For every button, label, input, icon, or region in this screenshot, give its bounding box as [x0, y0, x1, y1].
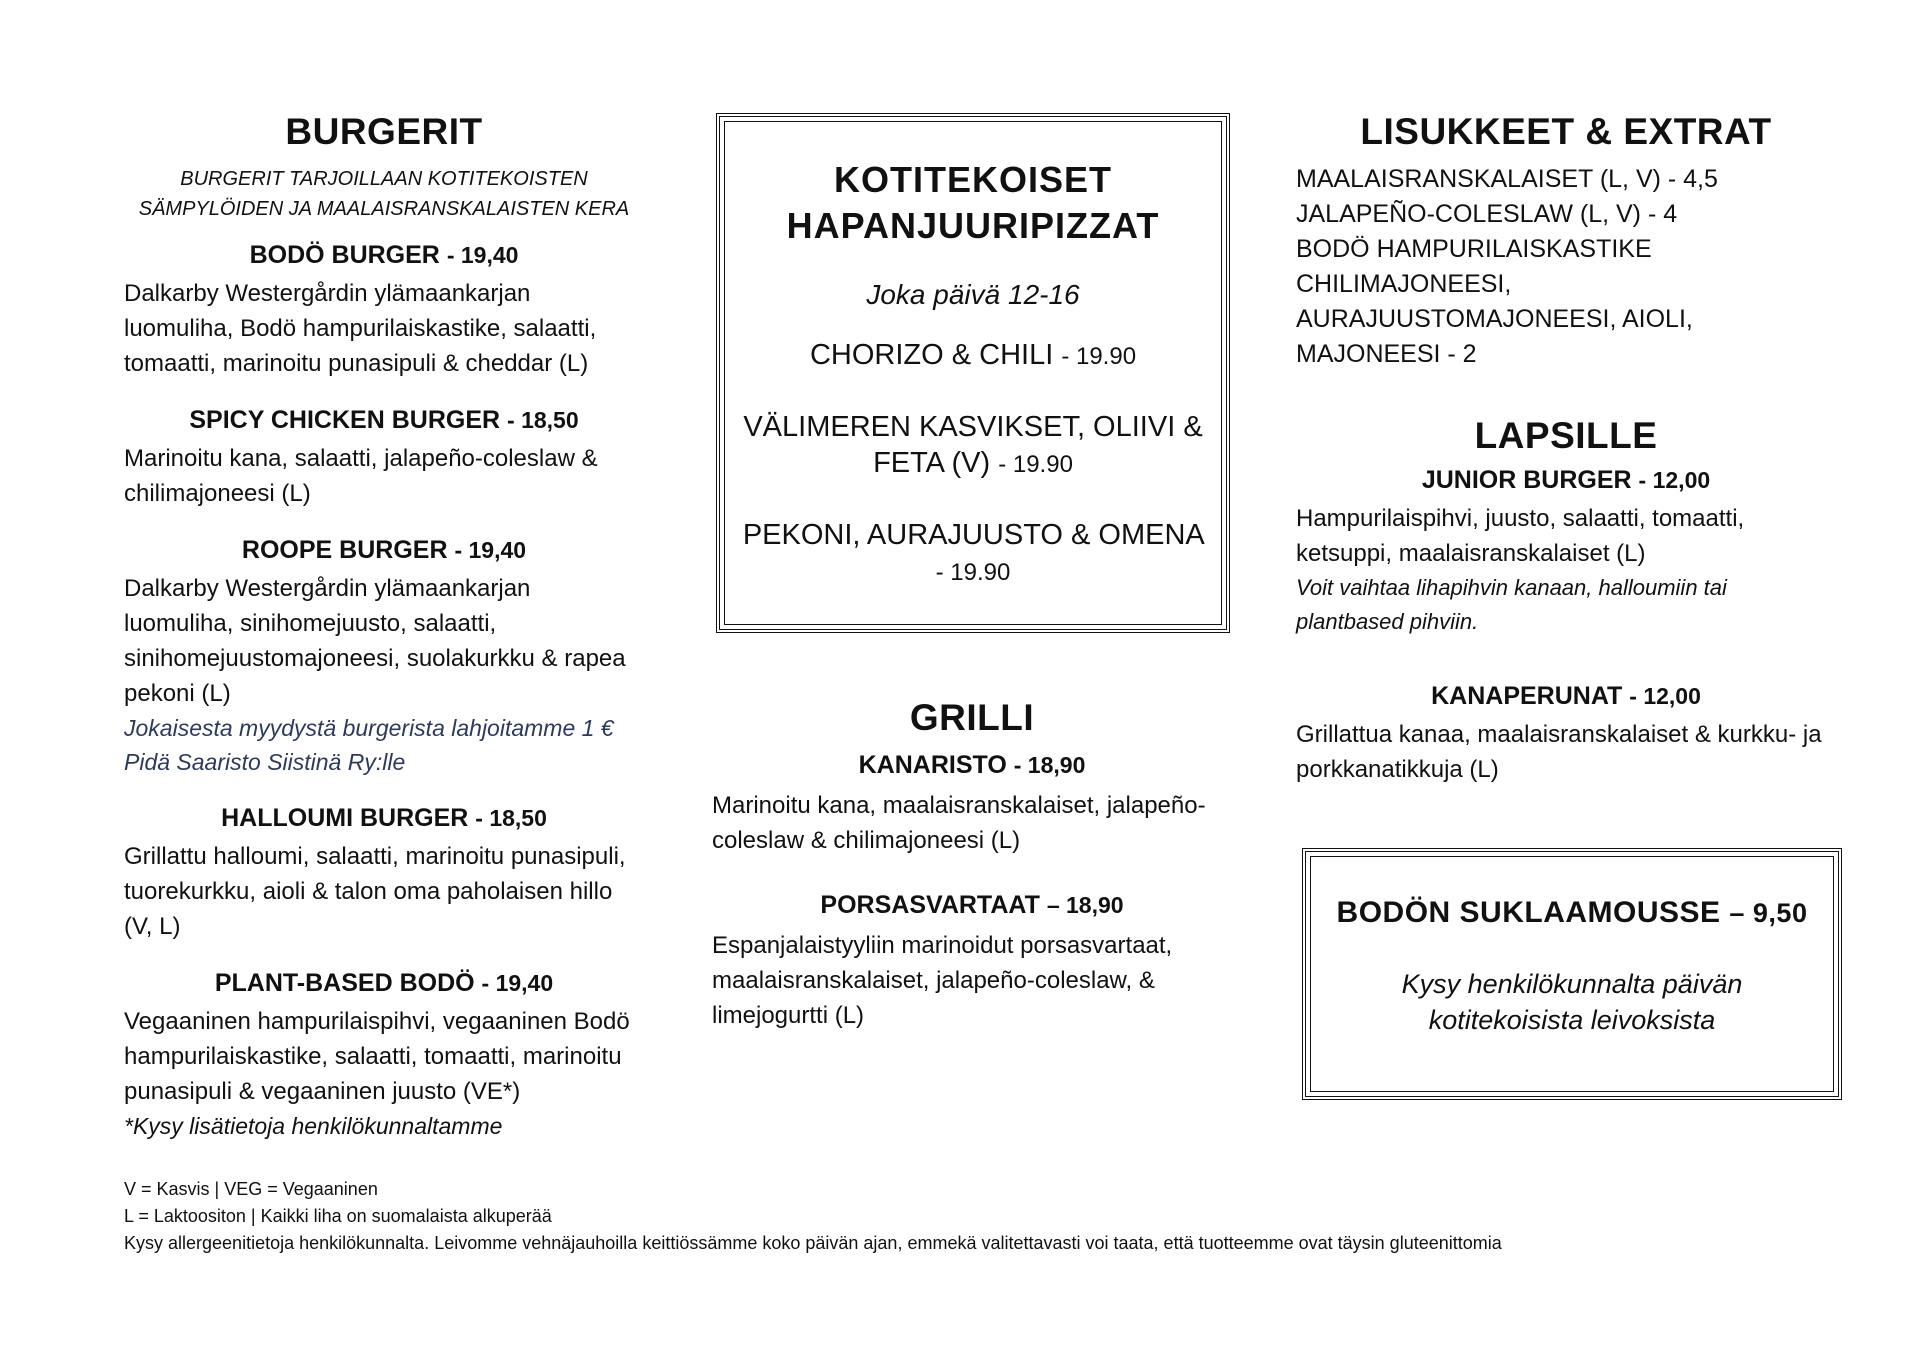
- item-title: [712, 888, 1232, 922]
- burgerit-title: BURGERIT: [285, 111, 483, 152]
- item-price: - 18,50: [507, 407, 579, 434]
- menu-item-kanaperunat: [1296, 679, 1836, 787]
- pizza-title-line2: HAPANJUURIPIZZAT: [786, 205, 1160, 246]
- pizza-price: - 19.90: [998, 451, 1073, 478]
- pizza-name: CHORIZO & CHILI: [809, 339, 1054, 371]
- right-column: [1296, 110, 1836, 809]
- dessert-price: – 9,50: [1729, 898, 1808, 928]
- item-name: BODÖ BURGER: [249, 241, 440, 270]
- pizza-item-valimeren: [740, 409, 1206, 483]
- item-price: - 18,50: [475, 805, 547, 832]
- pizza-hours: Joka päivä 12-16: [866, 279, 1080, 310]
- item-name: ROOPE BURGER: [241, 536, 448, 565]
- menu-item-spicy-chicken-burger: [124, 403, 644, 511]
- item-title: [124, 801, 644, 835]
- item-name: HALLOUMI BURGER: [221, 804, 469, 833]
- swap-note: Voit vaihtaa lihapihvin kanaan, halloumiin tai plantbased pihviin.: [1296, 574, 1727, 634]
- item-name: PLANT-BASED BODÖ: [214, 969, 475, 998]
- item-name: KANAPERUNAT: [1431, 681, 1623, 710]
- lisukkeet-line: JALAPEÑO-COLESLAW (L, V) - 4: [1296, 200, 1678, 229]
- item-title: [124, 533, 644, 567]
- item-name: PORSASVARTAAT: [820, 891, 1040, 920]
- item-name: KANARISTO: [858, 751, 1007, 780]
- lisukkeet-title: LISUKKEET & EXTRAT: [1360, 111, 1772, 152]
- item-title: [124, 966, 644, 1000]
- pizza-title-line1: KOTITEKOISET: [833, 159, 1112, 200]
- lisukkeet-line: CHILIMAJONEESI,: [1296, 270, 1512, 299]
- dessert-note: Kysy henkilökunnalta päivän kotitekoisista leivoksista: [1401, 969, 1743, 1035]
- lisukkeet-line: AURAJUUSTOMAJONEESI, AIOLI,: [1296, 305, 1693, 334]
- item-title: [1296, 463, 1836, 497]
- item-title: [1296, 679, 1836, 713]
- item-price: - 12,00: [1638, 466, 1711, 493]
- charity-note: Jokaisesta myydystä burgerista lahjoitamme 1 € Pidä Saaristo Siistinä Ry:lle: [124, 715, 614, 776]
- item-description: Espanjalaistyyliin marinoidut porsasvartaat, maalaisranskalaiset, jalapeño-coleslaw, & limejogurtti (L): [712, 932, 1173, 1030]
- item-price: - 12,00: [1629, 682, 1701, 709]
- lisukkeet-line: MAALAISRANSKALAISET (L, V) - 4,5: [1296, 165, 1718, 194]
- footer-line2: L = Laktoositon | Kaikki liha on suomalaista alkuperää: [124, 1206, 552, 1226]
- lisukkeet-line: BODÖ HAMPURILAISKASTIKE: [1296, 235, 1652, 264]
- menu-item-roope-burger: [124, 533, 644, 779]
- pizza-price: - 19.90: [1061, 343, 1137, 370]
- item-description: Vegaaninen hampurilaispihvi, vegaaninen Bodö hampurilaiskastike, salaatti, tomaatti, marinoitu punasipuli & vegaaninen juusto (VE*): [124, 1008, 630, 1106]
- item-price: - 19,40: [454, 537, 527, 564]
- menu-item-junior-burger: [1296, 463, 1836, 639]
- grilli-title: GRILLI: [909, 697, 1035, 738]
- vegan-note: *Kysy lisätietoja henkilökunnaltamme: [124, 1113, 503, 1140]
- menu-item-kanaristo: [712, 748, 1232, 858]
- item-price: - 19,40: [446, 242, 519, 269]
- footer-line1: V = Kasvis | VEG = Vegaaninen: [124, 1179, 378, 1199]
- item-description: Grillattu halloumi, salaatti, marinoitu punasipuli, tuorekurkku, aioli & talon oma paholaisen hillo (V, L): [124, 843, 626, 941]
- pizza-item-chorizo: [740, 337, 1206, 375]
- footer-legend: [124, 1176, 1824, 1257]
- item-name: JUNIOR BURGER: [1421, 465, 1632, 494]
- menu-item-porsasvartaat: [712, 888, 1232, 1033]
- footer-allergen-note: Kysy allergeenitietoja henkilökunnalta. Leivomme vehnäjauhoilla keittiössämme koko päivän ajan, emmekä valitettavasti voi taata, että tuotteemme ovat täysin gluteenittomia: [124, 1233, 1502, 1253]
- lapsille-title: LAPSILLE: [1474, 415, 1658, 457]
- dessert-name: BODÖN SUKLAAMOUSSE: [1336, 896, 1721, 929]
- burgerit-subtitle-line1: BURGERIT TARJOILLAAN KOTITEKOISTEN: [180, 168, 588, 191]
- pizza-price: - 19.90: [935, 559, 1011, 586]
- dessert-title: [1326, 896, 1818, 930]
- item-description: Dalkarby Westergårdin ylämaankarjan luomuliha, sinihomejuusto, salaatti, sinihomejuustomajoneesi, suolakurkku & rapea pekoni (L): [124, 575, 626, 708]
- item-price: - 18,90: [1013, 752, 1086, 779]
- lisukkeet-list: [1296, 162, 1836, 372]
- item-description: Hampurilaispihvi, juusto, salaatti, tomaatti, ketsuppi, maalaisranskalaiset (L): [1296, 504, 1745, 567]
- menu-item-halloumi-burger: [124, 801, 644, 944]
- item-price: – 18,90: [1046, 892, 1124, 919]
- burgerit-section: [124, 110, 644, 1165]
- menu-item-plant-based-bodo: [124, 966, 644, 1143]
- item-description: Marinoitu kana, salaatti, jalapeño-coleslaw & chilimajoneesi (L): [124, 445, 598, 508]
- pizza-name: VÄLIMEREN KASVIKSET, OLIIVI & FETA (V): [743, 411, 1203, 479]
- item-title: [124, 238, 644, 272]
- pizza-box: [716, 113, 1230, 633]
- item-title: [712, 748, 1232, 782]
- item-description: Marinoitu kana, maalaisranskalaiset, jalapeño-coleslaw & chilimajoneesi (L): [712, 792, 1206, 855]
- pizza-item-pekoni: [740, 517, 1206, 591]
- item-price: - 19,40: [481, 970, 554, 997]
- item-description: Dalkarby Westergårdin ylämaankarjan luomuliha, Bodö hampurilaiskastike, salaatti, tomaatti, marinoitu punasipuli & cheddar (L): [124, 280, 597, 378]
- lisukkeet-line: MAJONEESI - 2: [1296, 340, 1477, 369]
- pizza-name: PEKONI, AURAJUUSTO & OMENA: [742, 519, 1204, 551]
- pizza-title: [740, 157, 1206, 249]
- lapsille-section: [1296, 414, 1836, 786]
- burgerit-subtitle: [124, 164, 644, 224]
- item-name: SPICY CHICKEN BURGER: [189, 406, 501, 435]
- dessert-box: [1302, 848, 1842, 1100]
- burgerit-subtitle-line2: SÄMPYLÖIDEN JA MAALAISRANSKALAISTEN KERA: [138, 198, 630, 221]
- grilli-section: [712, 696, 1232, 1055]
- item-title: [124, 403, 644, 437]
- menu-item-bodo-burger: [124, 238, 644, 381]
- item-description: Grillattua kanaa, maalaisranskalaiset & kurkku- ja porkkanatikkuja (L): [1296, 720, 1822, 783]
